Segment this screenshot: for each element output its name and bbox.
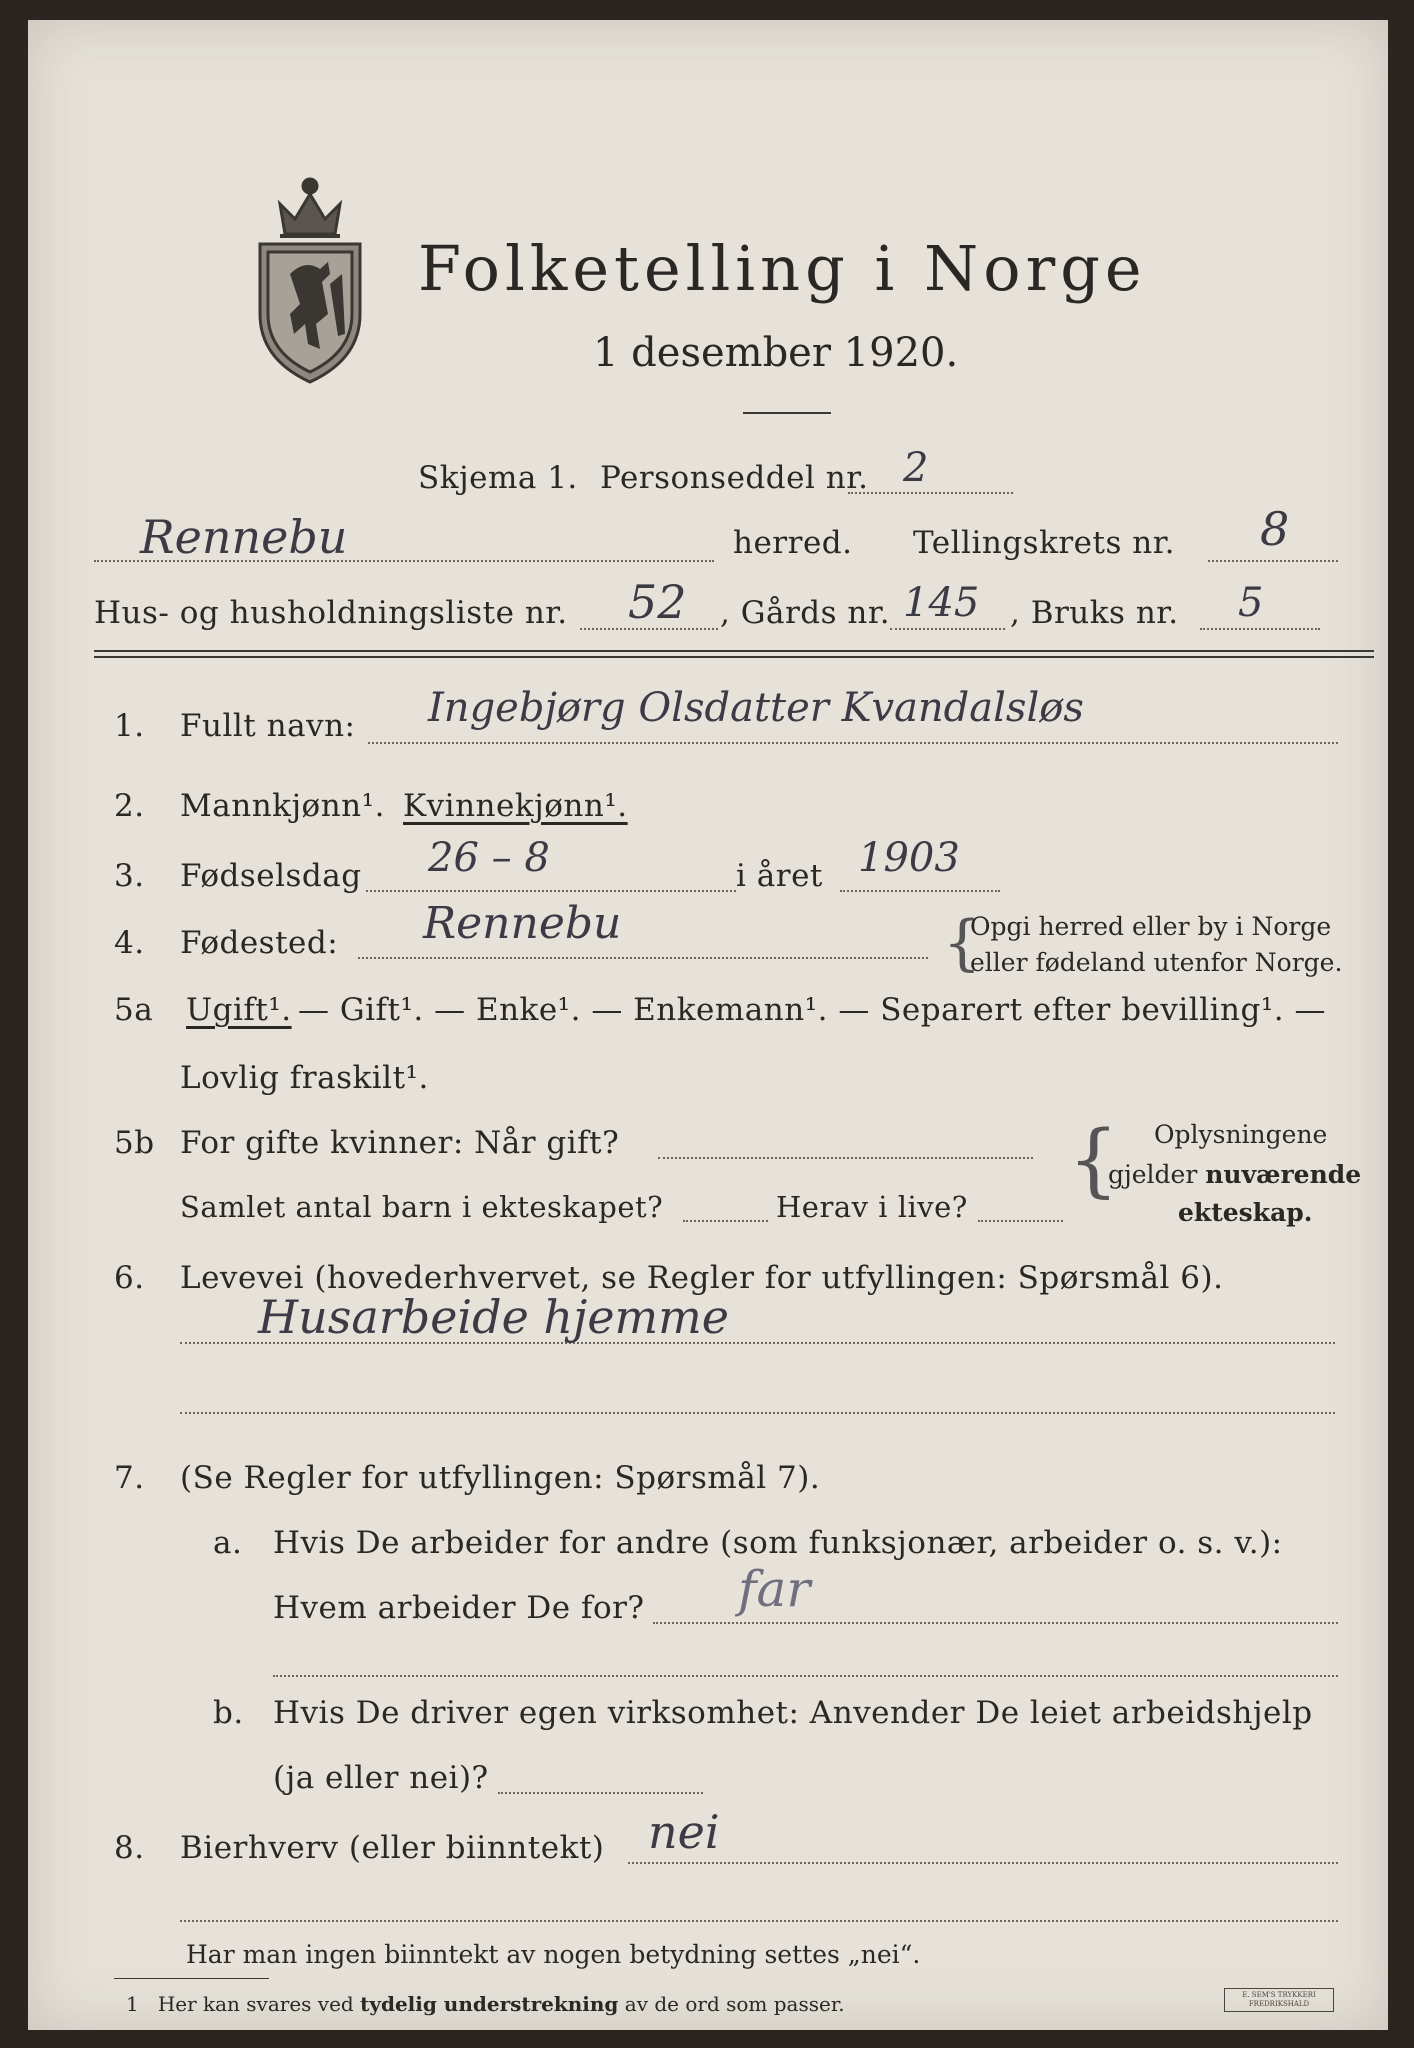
q7a-letter: a. — [213, 1525, 243, 1561]
printer-stamp: E. SEM'S TRYKKERI FREDRIKSHALD — [1224, 1988, 1334, 2012]
census-date: 1 desember 1920. — [593, 330, 959, 376]
q7a-line-2 — [273, 1675, 1338, 1677]
q5a-unmarried-option: Ugift¹. — [186, 992, 292, 1028]
title-divider — [743, 412, 831, 414]
census-form-page — [28, 20, 1388, 2030]
q6-value: Husarbeide hjemme — [258, 1290, 730, 1344]
q5a-number: 5a — [114, 992, 154, 1028]
q4-brace: { — [943, 908, 982, 978]
q2-male-option: Mannkjønn¹. — [180, 788, 385, 824]
footer-note: Har man ingen biinntekt av nogen betydning settes „nei“. — [186, 1940, 921, 1969]
q1-label: Fullt navn: — [180, 708, 356, 744]
q7-number: 7. — [114, 1460, 145, 1496]
q5b-note-line1: Oplysningene — [1154, 1120, 1328, 1149]
footnote-mark: 1 — [126, 1992, 139, 2016]
personseddel-line — [848, 492, 1013, 494]
bruks-line — [1200, 628, 1320, 630]
footnote-text-c: av de ord som passer. — [618, 1992, 845, 2016]
q7a-question: Hvem arbeider De for? — [273, 1590, 645, 1626]
footnote-text-b: tydelig understrekning — [360, 1992, 619, 2016]
bruks-label: , Bruks nr. — [1010, 595, 1179, 631]
gards-label: , Gårds nr. — [720, 595, 891, 631]
q7a-value: far — [738, 1560, 811, 1618]
q6-line-2 — [180, 1412, 1335, 1414]
q5b-note-line2-a: gjelder — [1108, 1160, 1206, 1189]
footnote — [126, 1992, 845, 2016]
footnote-rule — [114, 1978, 269, 1979]
q3-label: Fødselsdag — [180, 858, 362, 894]
q5b-alive-line — [978, 1220, 1063, 1222]
q3-date-value: 26 – 8 — [428, 835, 550, 881]
q4-number: 4. — [114, 925, 145, 961]
q5b-note-line3: ekteskap. — [1178, 1198, 1313, 1227]
q5b-married-line — [658, 1157, 1033, 1159]
form-title: Folketelling i Norge — [418, 232, 1147, 305]
q1-line — [368, 742, 1338, 744]
q7b-line — [498, 1792, 703, 1794]
q5b-number: 5b — [114, 1125, 155, 1161]
q8-line-1 — [628, 1862, 1338, 1864]
q3-date-line — [366, 890, 736, 892]
q7b-text: Hvis De driver egen virksomhet: Anvender De leiet arbeidshjelp — [273, 1695, 1313, 1731]
q3-year-line — [840, 890, 1000, 892]
personseddel-label: Personseddel nr. — [600, 460, 869, 496]
q5b-alive-label: Herav i live? — [776, 1190, 968, 1224]
q7a-line-1 — [653, 1622, 1338, 1624]
q5b-note-line2 — [1108, 1160, 1361, 1189]
tellingskrets-line — [1208, 560, 1338, 562]
q4-line — [358, 957, 928, 959]
husholdningsliste-label: Hus- og husholdningsliste nr. — [94, 595, 568, 631]
gards-line — [890, 628, 1005, 630]
bruks-value: 5 — [1238, 580, 1264, 626]
q6-label: Levevei (hovederhvervet, se Regler for utfyllingen: Spørsmål 6). — [180, 1260, 1224, 1296]
q4-value: Rennebu — [423, 898, 622, 949]
q7-label: (Se Regler for utfyllingen: Spørsmål 7). — [180, 1460, 821, 1496]
norwegian-coat-of-arms-icon — [250, 164, 370, 389]
tellingskrets-label: Tellingskrets nr. — [913, 525, 1175, 561]
q8-number: 8. — [114, 1830, 145, 1866]
q2-number: 2. — [114, 788, 145, 824]
husholdningsliste-value: 52 — [628, 575, 687, 629]
q3-year-label: i året — [736, 858, 823, 894]
q8-label: Bierhverv (eller biinntekt) — [180, 1830, 605, 1866]
q5b-children-line — [683, 1220, 768, 1222]
q7b-question: (ja eller nei)? — [273, 1760, 489, 1796]
herred-value: Rennebu — [140, 510, 348, 564]
q6-number: 6. — [114, 1260, 145, 1296]
q4-note-line2: eller fødeland utenfor Norge. — [970, 948, 1343, 977]
q3-number: 3. — [114, 858, 145, 894]
q8-line-2 — [180, 1920, 1338, 1922]
q5b-children-label: Samlet antal barn i ekteskapet? — [180, 1190, 664, 1224]
q8-value: nei — [648, 1805, 720, 1859]
q3-year-value: 1903 — [858, 835, 960, 881]
section-rule-bottom — [94, 656, 1374, 658]
section-rule-top — [94, 650, 1374, 652]
schema-label: Skjema 1. — [418, 460, 578, 496]
q5a-divorced-option: Lovlig fraskilt¹. — [180, 1060, 429, 1096]
q7a-text: Hvis De arbeider for andre (som funksjonær, arbeider o. s. v.): — [273, 1525, 1283, 1561]
q5b-brace: { — [1068, 1113, 1119, 1206]
gards-value: 145 — [903, 580, 980, 626]
footnote-text-a: Her kan svares ved — [157, 1992, 361, 2016]
q5b-married-label: For gifte kvinner: Når gift? — [180, 1125, 620, 1161]
q2-female-option: Kvinnekjønn¹. — [403, 788, 628, 824]
q7b-letter: b. — [213, 1695, 244, 1731]
q5b-note-line2-b: nuværende — [1205, 1160, 1362, 1189]
q1-number: 1. — [114, 708, 145, 744]
herred-label: herred. — [733, 525, 853, 561]
q1-value: Ingebjørg Olsdatter Kvandalsløs — [428, 685, 1084, 731]
q4-label: Fødested: — [180, 925, 339, 961]
q5a-other-options: — Gift¹. — Enke¹. — Enkemann¹. — Separert efter bevilling¹. — — [298, 992, 1326, 1028]
q4-note-line1: Opgi herred eller by i Norge — [970, 912, 1332, 941]
tellingskrets-value: 8 — [1260, 502, 1290, 556]
personseddel-value: 2 — [903, 445, 929, 491]
